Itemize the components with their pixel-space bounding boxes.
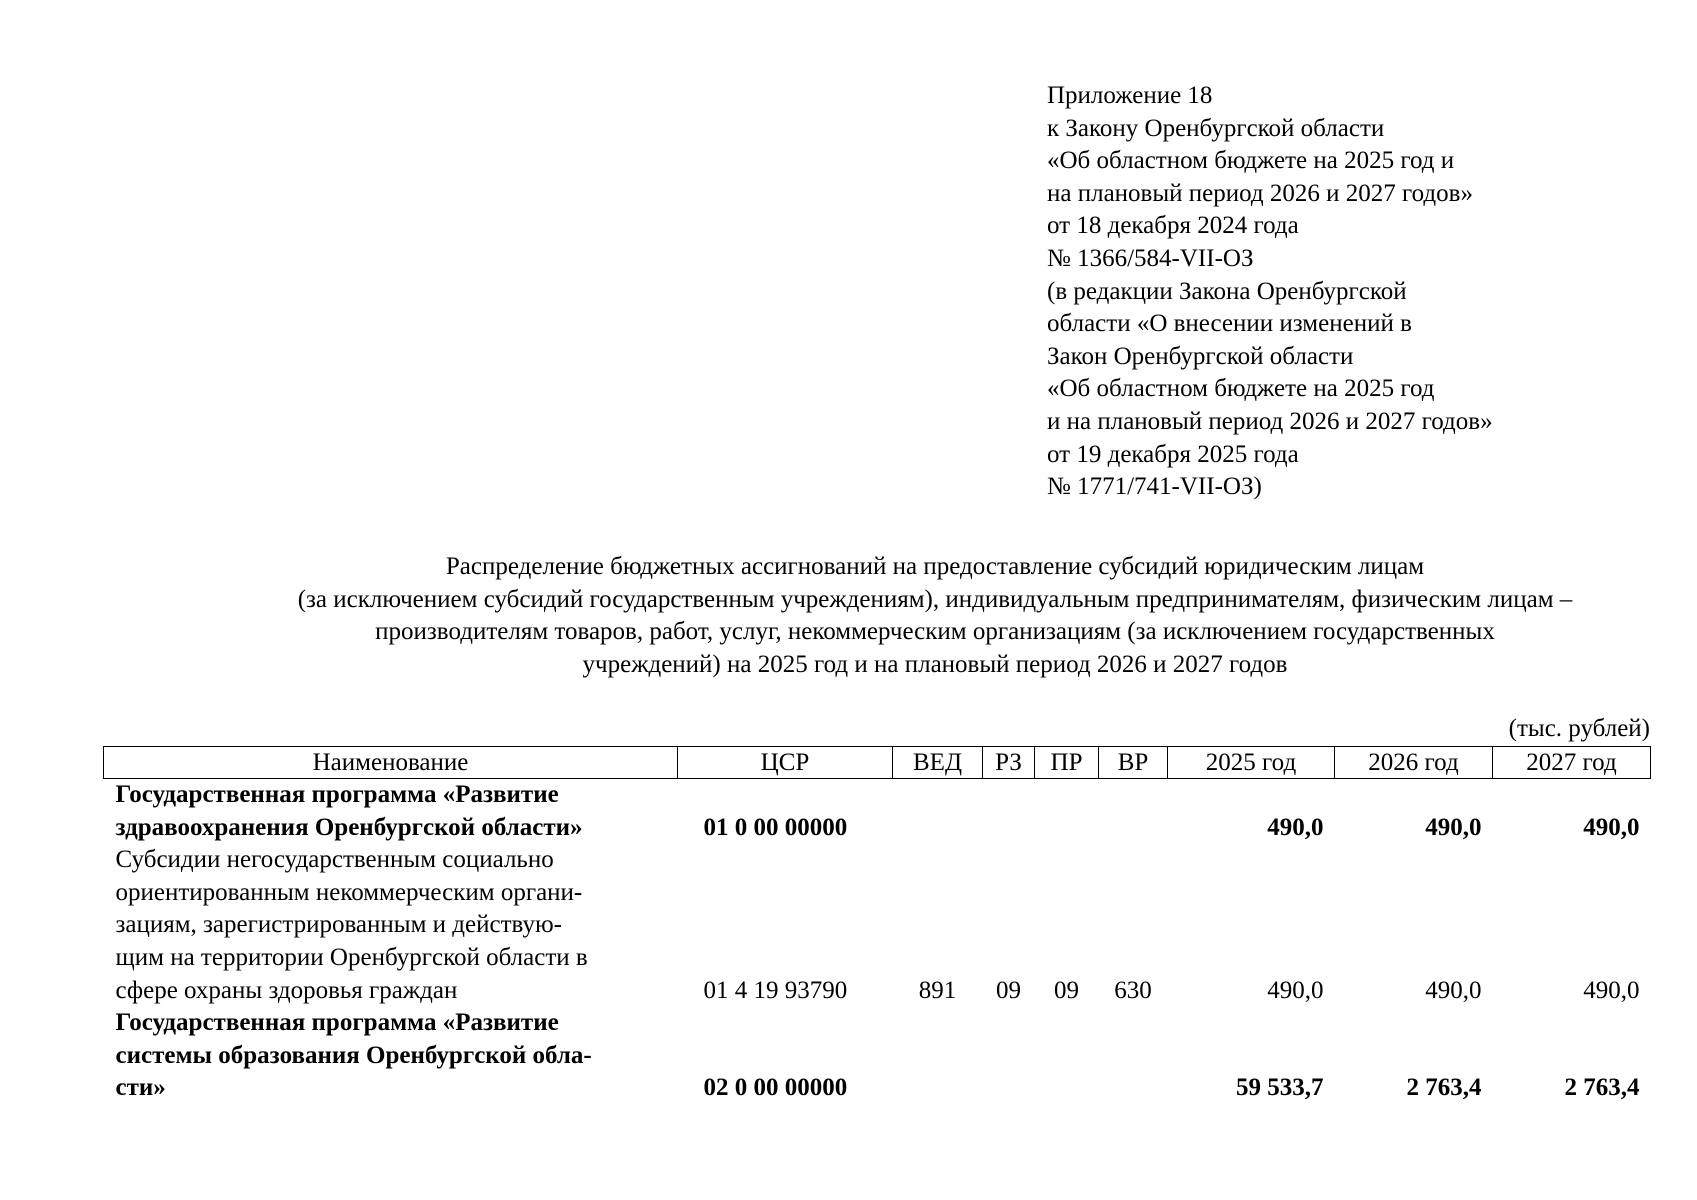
row-2027: 2 763,4 (1564, 1074, 1640, 1102)
title-line: производителям товаров, работ, услуг, некоммерческим организациям (за исключением государственных (375, 618, 1495, 646)
table-row (104, 844, 1651, 1007)
appendix-line: № 1366/584-VII-ОЗ (1047, 244, 1254, 272)
row-rz (983, 779, 1035, 845)
header-2025: 2025 год (1168, 747, 1335, 779)
row-name-line: сфере охраны здоровья граждан (115, 976, 458, 1004)
row-name-line: щим на территории Оренбургской области в (115, 943, 588, 971)
document-title (190, 551, 1680, 681)
appendix-line: и на плановый период 2026 и 2027 годов» (1047, 407, 1493, 435)
row-name-line: зациям, зарегистрированным и действую- (115, 911, 562, 939)
appendix-line: № 1771/741-VII-ОЗ) (1047, 473, 1262, 501)
appendix-line: к Закону Оренбургской области (1047, 114, 1385, 142)
appendix-line: (в редакции Закона Оренбургской (1047, 277, 1407, 305)
row-name-line: Государственная программа «Развитие (115, 1009, 559, 1037)
row-rz: 09 (996, 976, 1021, 1004)
row-2025: 490,0 (1267, 976, 1324, 1004)
header-name: Наименование (104, 747, 678, 779)
row-2026: 490,0 (1425, 813, 1482, 841)
table-row (104, 1007, 1651, 1105)
title-line: Распределение бюджетных ассигнований на предоставление субсидий юридическим лицам (445, 553, 1425, 580)
header-vr: ВР (1099, 747, 1168, 779)
header-pr: ПР (1035, 747, 1099, 779)
row-name-line: здравоохранения Оренбургской области» (115, 813, 583, 841)
row-name-line: ориентированным некоммерческим органи- (115, 878, 583, 906)
appendix-line: «Об областном бюджете на 2025 год и (1047, 147, 1455, 175)
row-pr (1035, 779, 1099, 845)
row-2027: 490,0 (1583, 813, 1640, 841)
appendix-line: области «О внесении изменений в (1047, 310, 1412, 338)
row-name (104, 1007, 678, 1105)
row-name (104, 844, 678, 1007)
row-pr: 09 (1054, 976, 1079, 1004)
row-csr: 02 0 00 00000 (703, 1074, 848, 1102)
row-ved (893, 779, 983, 845)
row-ved: 891 (918, 976, 957, 1004)
title-line: (за исключением субсидий государственным учреждениям), индивидуальным предпринимателям, физическим лицам – (297, 585, 1573, 613)
table-row (104, 779, 1651, 845)
row-name-line: Государственная программа «Развитие (115, 781, 559, 808)
row-ved (893, 1007, 983, 1105)
appendix-block (1047, 80, 1647, 504)
row-vr (1099, 779, 1168, 845)
title-line: учреждений) на 2025 год и на плановый период 2026 и 2027 годов (582, 650, 1288, 678)
row-2025: 59 533,7 (1236, 1074, 1324, 1102)
budget-table (103, 746, 1651, 1105)
appendix-line: Закон Оренбургской области (1047, 342, 1354, 370)
row-2027: 490,0 (1583, 976, 1640, 1004)
row-name-line: сти» (115, 1074, 166, 1102)
row-rz (983, 1007, 1035, 1105)
table-header-row (104, 747, 1651, 779)
row-name-line: Субсидии негосударственным социально (115, 846, 554, 874)
row-csr: 01 0 00 00000 (703, 813, 848, 841)
row-csr: 01 4 19 93790 (703, 976, 848, 1004)
header-2026: 2026 год (1335, 747, 1493, 779)
row-pr (1035, 1007, 1099, 1105)
appendix-line: от 19 декабря 2025 года (1047, 440, 1299, 468)
header-2027: 2027 год (1493, 747, 1651, 779)
row-2026: 2 763,4 (1406, 1074, 1482, 1102)
row-vr (1099, 1007, 1168, 1105)
header-ved: ВЕД (893, 747, 983, 779)
units-label: (тыс. рублей) (1508, 715, 1650, 742)
row-name-line: системы образования Оренбургской обла- (115, 1041, 592, 1069)
appendix-line: на плановый период 2026 и 2027 годов» (1047, 179, 1473, 207)
appendix-line: Приложение 18 (1047, 82, 1213, 109)
row-2026: 490,0 (1425, 976, 1482, 1004)
header-rz: РЗ (983, 747, 1035, 779)
appendix-line: «Об областном бюджете на 2025 год (1047, 375, 1435, 403)
row-vr: 630 (1114, 976, 1152, 1004)
row-name (104, 779, 678, 845)
appendix-line: от 18 декабря 2024 года (1047, 212, 1299, 240)
header-csr: ЦСР (678, 747, 893, 779)
row-2025: 490,0 (1267, 813, 1324, 841)
